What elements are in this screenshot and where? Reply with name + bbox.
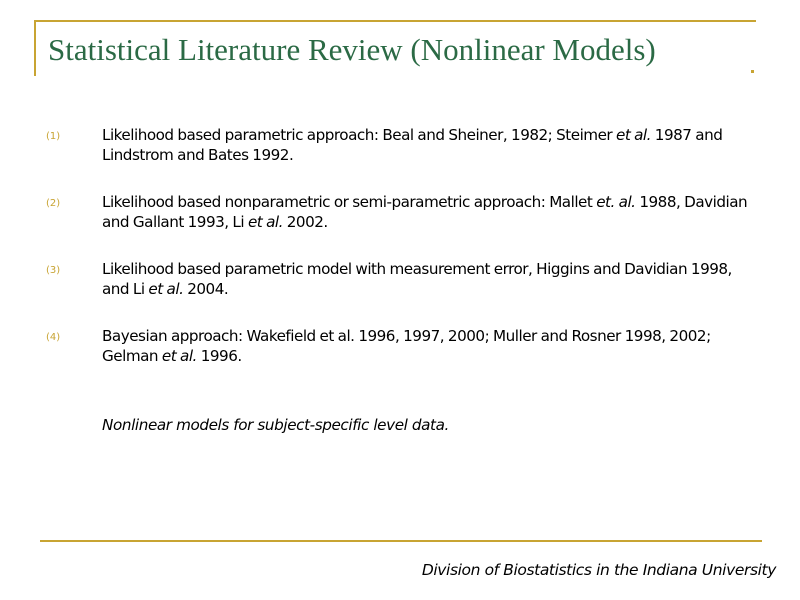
footer-divider [40,540,762,542]
item-text [102,326,762,366]
item-text-part: Likelihood based nonparametric or semi-parametric approach: Mallet [102,193,597,211]
item-text-italic: et al. [161,347,197,365]
item-text-part: 2002. [282,213,328,231]
item-text-part: 1987 and Lindstrom and Bates 1992. [102,126,723,164]
item-text-italic: et. al. [596,193,636,211]
title-frame-corner [751,70,754,73]
item-number: (4) [46,332,61,343]
item-text-italic: et al. [148,280,184,298]
slide-note: Nonlinear models for subject-specific level data. [102,416,449,434]
item-text-part: 1988, Davidian and Gallant 1993, Li [102,193,748,231]
item-text [102,125,762,165]
item-text-part: 1996. [196,347,242,365]
item-text [102,259,762,299]
footer-text: Division of Biostatistics in the Indiana University [421,561,776,579]
item-text-italic: et al. [247,213,283,231]
item-text-part: 2004. [183,280,229,298]
item-text-part: Likelihood based parametric approach: Beal and Sheiner, 1982; Steimer [102,126,616,144]
item-number: (2) [46,198,61,209]
item-text-italic: et al. [616,126,651,144]
slide-title: Statistical Literature Review (Nonlinear Models) [48,32,656,67]
item-text-part: Bayesian approach: Wakefield et al. 1996, 1997, 2000; Muller and Rosner 1998, 2002; Gelman [102,327,711,365]
item-number: (3) [46,265,61,276]
item-text [102,192,762,232]
item-number: (1) [46,131,61,142]
item-text-part: Likelihood based parametric model with measurement error, Higgins and Davidian 1998, and Li [102,260,732,298]
